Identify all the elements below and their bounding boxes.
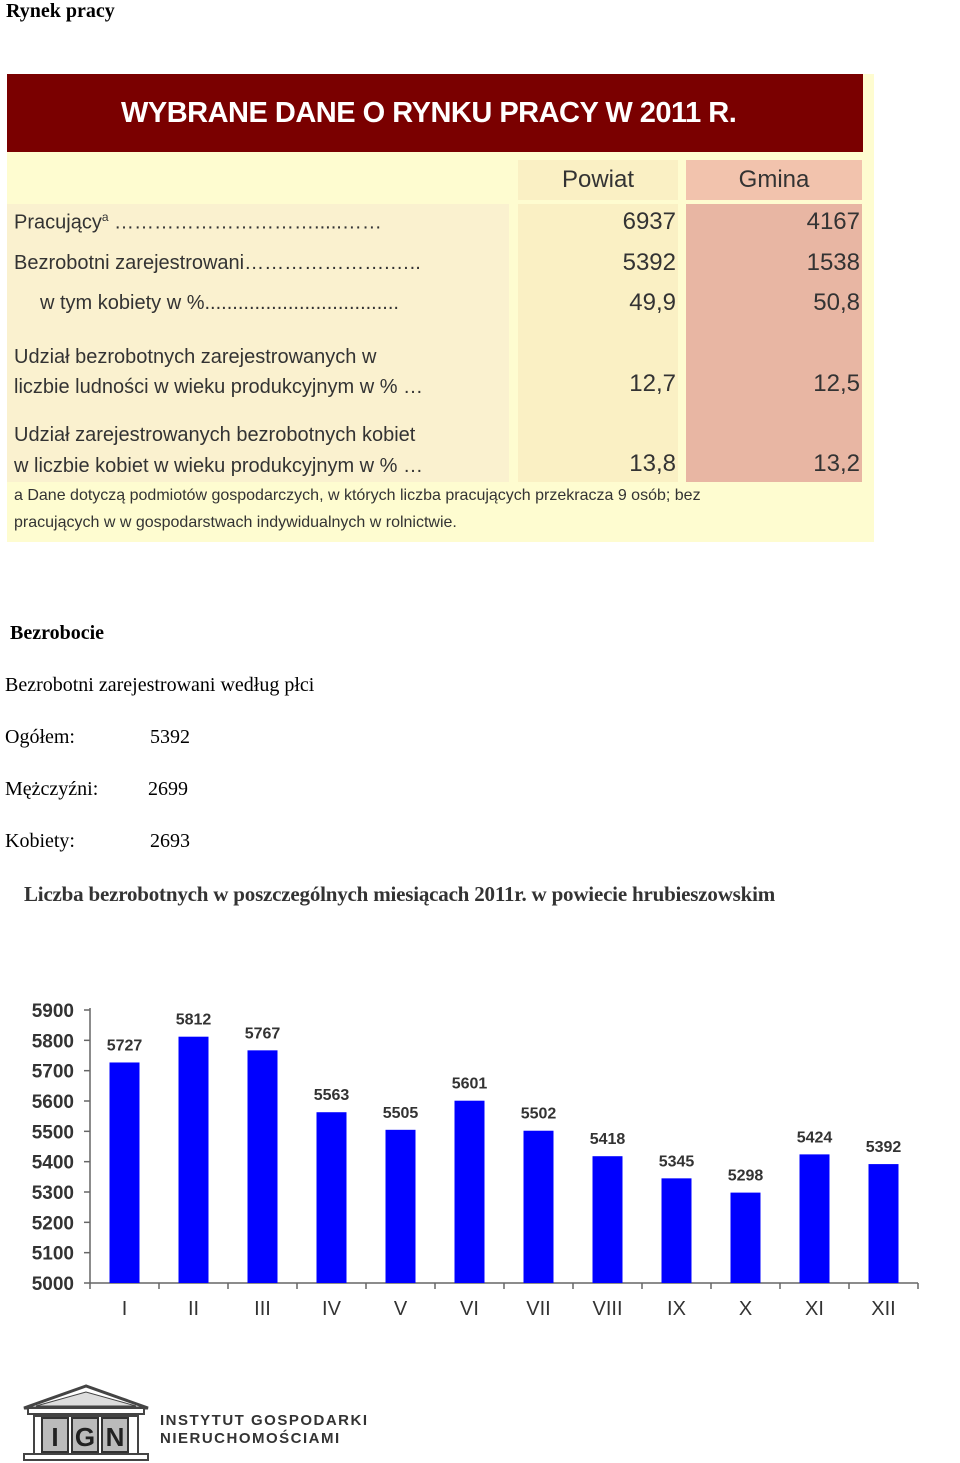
men-label: Mężczyźni: bbox=[5, 778, 99, 800]
data-label: 5727 bbox=[106, 1037, 143, 1055]
data-label: 5505 bbox=[382, 1104, 419, 1122]
women-value: 2693 bbox=[150, 830, 190, 852]
x-tick-label: VII bbox=[526, 1298, 551, 1320]
data-label: 5298 bbox=[727, 1167, 764, 1185]
value-powiat-bezrobotni: 5392 bbox=[622, 249, 676, 276]
logo-text-line-1: INSTYTUT GOSPODARKI bbox=[160, 1412, 369, 1429]
bar bbox=[110, 1062, 140, 1283]
bar bbox=[386, 1130, 416, 1283]
value-powiat-pracujacy: 6937 bbox=[622, 208, 676, 235]
value-powiat-udzial-bezrobotnych: 12,7 bbox=[629, 370, 676, 397]
data-label: 5392 bbox=[865, 1139, 902, 1157]
ign-logo-icon bbox=[20, 1384, 152, 1462]
x-tick-label: IV bbox=[322, 1298, 341, 1320]
y-tick-label: 5100 bbox=[31, 1243, 74, 1265]
bar bbox=[593, 1156, 623, 1283]
data-label: 5563 bbox=[313, 1087, 350, 1105]
row-label-udzial-bezrobotnych-1: Udział bezrobotnych zarejestrowanych w bbox=[14, 346, 377, 368]
bar bbox=[179, 1037, 209, 1283]
bar bbox=[869, 1164, 899, 1283]
logo-text-line-2: NIERUCHOMOŚCIAMI bbox=[160, 1430, 341, 1447]
data-label: 5812 bbox=[175, 1011, 212, 1029]
monthly-unemployment-chart bbox=[0, 990, 940, 1340]
data-label: 5601 bbox=[451, 1075, 488, 1093]
bar bbox=[800, 1154, 830, 1283]
value-gmina-kobiety: 50,8 bbox=[813, 289, 860, 316]
row-label-udzial-bezrobotnych-2: liczbie ludności w wieku produkcyjnym w % … bbox=[14, 376, 424, 398]
unemployment-subheading: Bezrobotni zarejestrowani według płci bbox=[5, 674, 315, 696]
gmina-column bbox=[686, 204, 862, 482]
data-label: 5345 bbox=[658, 1153, 695, 1171]
data-label: 5418 bbox=[589, 1131, 626, 1149]
y-tick-label: 5500 bbox=[31, 1122, 74, 1144]
bar bbox=[455, 1101, 485, 1283]
x-tick-label: III bbox=[254, 1298, 271, 1320]
panel-title: WYBRANE DANE O RYNKU PRACY W 2011 R. bbox=[7, 74, 863, 152]
x-tick-label: II bbox=[187, 1298, 200, 1320]
data-label: 5502 bbox=[520, 1105, 557, 1123]
labour-market-panel bbox=[7, 74, 874, 542]
section-title: Rynek pracy bbox=[6, 0, 115, 22]
value-gmina-bezrobotni: 1538 bbox=[806, 249, 860, 276]
x-tick-label: IX bbox=[667, 1298, 686, 1320]
x-tick-label: X bbox=[738, 1298, 753, 1320]
data-label: 5424 bbox=[796, 1129, 833, 1147]
footnote-line-1: a Dane dotyczą podmiotów gospodarczych, w których liczba pracujących przekracza 9 osób; bez bbox=[14, 487, 701, 504]
x-tick-label: V bbox=[393, 1298, 408, 1320]
x-tick-label: VI bbox=[460, 1298, 479, 1320]
column-header-powiat: Powiat bbox=[518, 160, 678, 200]
bar bbox=[662, 1178, 692, 1283]
row-label-udzial-kobiet-2: w liczbie kobiet w wieku produkcyjnym w % … bbox=[14, 455, 424, 477]
data-label: 5767 bbox=[244, 1025, 281, 1043]
value-gmina-udzial-bezrobotnych: 12,5 bbox=[813, 370, 860, 397]
row-label-pracujacy: Pracujący$^a$ ………………………….....…… bbox=[14, 210, 382, 234]
chart-title: Liczba bezrobotnych w poszczególnych miesiącach 2011r. w powiecie hrubieszowskim bbox=[24, 882, 776, 906]
total-value: 5392 bbox=[150, 726, 190, 748]
value-gmina-pracujacy: 4167 bbox=[806, 208, 860, 235]
logo-letter-g: G bbox=[74, 1422, 96, 1452]
y-tick-label: 5400 bbox=[31, 1152, 74, 1174]
y-tick-label: 5300 bbox=[31, 1183, 74, 1204]
column-header-gmina: Gmina bbox=[686, 160, 862, 200]
x-tick-label: XII bbox=[871, 1298, 896, 1320]
value-powiat-kobiety: 49,9 bbox=[629, 289, 676, 316]
bar bbox=[317, 1112, 347, 1283]
x-tick-label: XI bbox=[805, 1298, 824, 1320]
y-tick-label: 5700 bbox=[31, 1061, 74, 1083]
men-value: 2699 bbox=[148, 778, 188, 800]
logo-text bbox=[160, 1412, 369, 1448]
y-tick-label: 5900 bbox=[31, 1001, 74, 1022]
y-tick-label: 5200 bbox=[31, 1213, 74, 1235]
unemployment-heading: Bezrobocie bbox=[10, 622, 105, 644]
women-label: Kobiety: bbox=[5, 830, 75, 852]
x-tick-label: VIII bbox=[592, 1298, 623, 1320]
footnote bbox=[14, 482, 864, 536]
row-label-kobiety: w tym kobiety w %................................... bbox=[40, 292, 399, 314]
footnote-line-2: pracujących w w gospodarstwach indywidualnych w rolnictwie. bbox=[14, 514, 457, 531]
row-label-bezrobotni: Bezrobotni zarejestrowani………………….….. bbox=[14, 252, 421, 274]
logo-letter-n: N bbox=[105, 1422, 125, 1452]
row-label-udzial-kobiet-1: Udział zarejestrowanych bezrobotnych kobiet bbox=[14, 424, 416, 446]
bar bbox=[248, 1050, 278, 1283]
bar bbox=[731, 1193, 761, 1283]
value-gmina-udzial-kobiet: 13,2 bbox=[813, 450, 860, 477]
y-tick-label: 5600 bbox=[31, 1092, 74, 1113]
logo-letter-i: I bbox=[51, 1422, 59, 1452]
total-label: Ogółem: bbox=[5, 726, 75, 748]
y-tick-label: 5000 bbox=[31, 1274, 74, 1295]
powiat-column bbox=[518, 204, 678, 482]
bar bbox=[524, 1131, 554, 1283]
y-tick-label: 5800 bbox=[31, 1031, 74, 1053]
x-tick-label: I bbox=[121, 1298, 128, 1320]
value-powiat-udzial-kobiet: 13,8 bbox=[629, 450, 676, 477]
